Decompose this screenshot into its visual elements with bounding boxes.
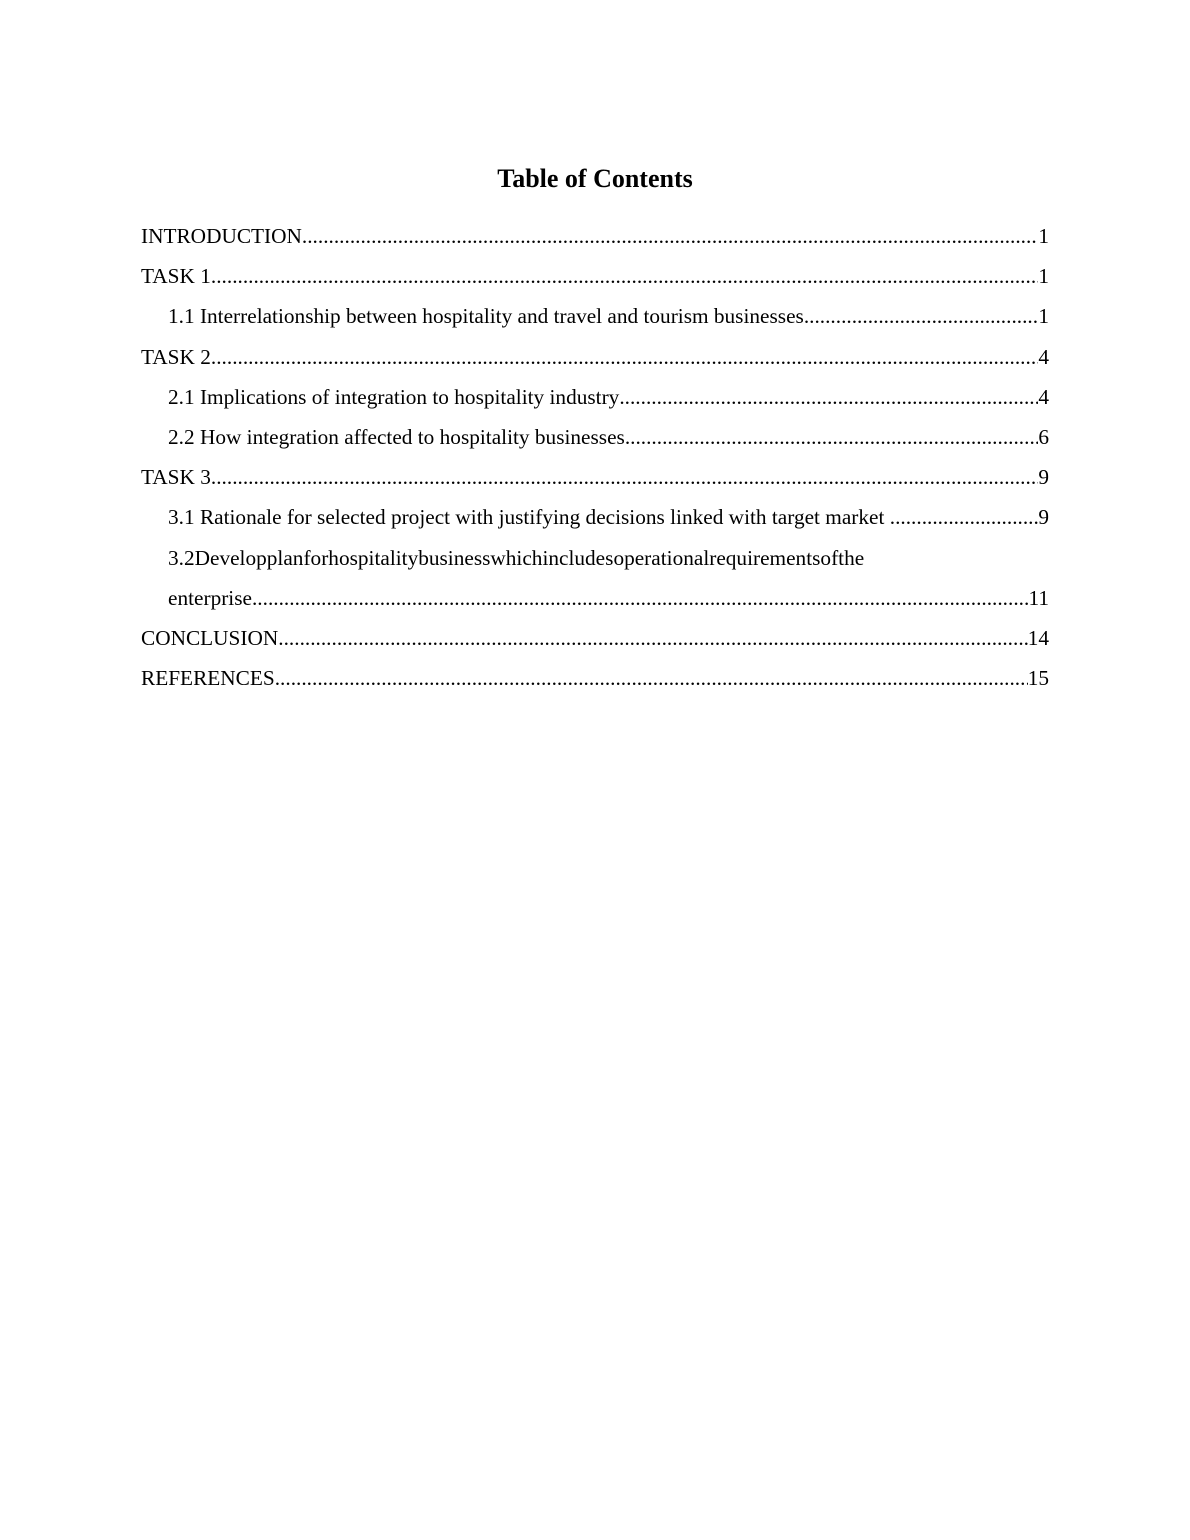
dot-leader bbox=[890, 497, 1039, 537]
toc-entry-word: for bbox=[303, 545, 329, 570]
toc-entry-task-3[interactable] bbox=[141, 457, 1049, 497]
toc-title: Table of Contents bbox=[497, 164, 693, 193]
dot-leader bbox=[804, 296, 1039, 336]
toc-entry-word: of bbox=[820, 545, 839, 570]
toc-page-number: 1 bbox=[1038, 304, 1049, 329]
toc-entry-2-2[interactable] bbox=[141, 417, 1049, 457]
toc-entry-word: business bbox=[418, 545, 491, 570]
toc-entry-label: TASK 1 bbox=[141, 264, 211, 289]
dot-leader bbox=[619, 377, 1038, 417]
toc-entry-3-1[interactable] bbox=[141, 497, 1049, 537]
toc-entry-word: includes bbox=[542, 545, 614, 570]
dot-leader bbox=[625, 417, 1039, 457]
toc-entry-label: REFERENCES bbox=[141, 666, 275, 691]
toc-entry-label: INTRODUCTION bbox=[141, 224, 302, 248]
dot-leader bbox=[211, 457, 1038, 497]
toc-entry-label: 2.2 How integration affected to hospitality businesses bbox=[168, 424, 625, 449]
toc-entry-label: TASK 2 bbox=[141, 344, 211, 369]
toc-entry-introduction[interactable] bbox=[141, 216, 1049, 256]
table-of-contents bbox=[141, 216, 1049, 698]
toc-entry-word: 3.2 bbox=[168, 545, 195, 570]
toc-entry-word: the bbox=[838, 545, 865, 570]
toc-page-number: 4 bbox=[1038, 384, 1049, 409]
dot-leader bbox=[275, 658, 1028, 698]
toc-page-number: 9 bbox=[1038, 465, 1049, 490]
toc-entry-references[interactable] bbox=[141, 658, 1049, 698]
toc-page-number: 14 bbox=[1027, 625, 1049, 650]
toc-entry-word: requirements bbox=[709, 545, 821, 570]
toc-entry-conclusion[interactable] bbox=[141, 618, 1049, 658]
toc-page-number: 9 bbox=[1038, 505, 1049, 530]
dot-leader bbox=[211, 337, 1038, 377]
toc-page-number: 1 bbox=[1038, 224, 1049, 248]
toc-entry-label-line-2: enterprise bbox=[168, 585, 252, 610]
toc-entry-label: 2.1 Implications of integration to hospitality industry bbox=[168, 384, 620, 409]
toc-entry-word: Develop bbox=[194, 545, 267, 570]
toc-entry-word: which bbox=[490, 545, 543, 570]
toc-entry-label-line-2-row bbox=[168, 578, 1049, 618]
dot-leader bbox=[252, 578, 1029, 618]
toc-entry-label: TASK 3 bbox=[141, 465, 211, 490]
toc-entry-3-2[interactable] bbox=[141, 538, 1049, 618]
dot-leader bbox=[211, 256, 1038, 296]
toc-page-number: 6 bbox=[1038, 424, 1049, 449]
toc-page-number: 4 bbox=[1038, 344, 1049, 369]
toc-entry-task-1[interactable] bbox=[141, 256, 1049, 296]
toc-entry-label-line-1 bbox=[168, 538, 1049, 578]
toc-entry-word: hospitality bbox=[328, 545, 419, 570]
dot-leader bbox=[302, 216, 1038, 256]
toc-page-number: 11 bbox=[1028, 585, 1049, 610]
toc-entry-word: plan bbox=[266, 545, 304, 570]
dot-leader bbox=[278, 618, 1027, 658]
toc-entry-1-1[interactable] bbox=[141, 296, 1049, 336]
toc-entry-word: operational bbox=[613, 545, 710, 570]
toc-page-number: 1 bbox=[1038, 264, 1049, 289]
toc-entry-2-1[interactable] bbox=[141, 377, 1049, 417]
toc-entry-task-2[interactable] bbox=[141, 337, 1049, 377]
toc-entry-label: CONCLUSION bbox=[141, 625, 279, 650]
toc-entry-label: 1.1 Interrelationship between hospitality and travel and tourism businesses bbox=[168, 304, 804, 329]
toc-entry-label: 3.1 Rationale for selected project with justifying decisions linked with target market bbox=[168, 505, 890, 530]
toc-page-number: 15 bbox=[1027, 666, 1049, 691]
